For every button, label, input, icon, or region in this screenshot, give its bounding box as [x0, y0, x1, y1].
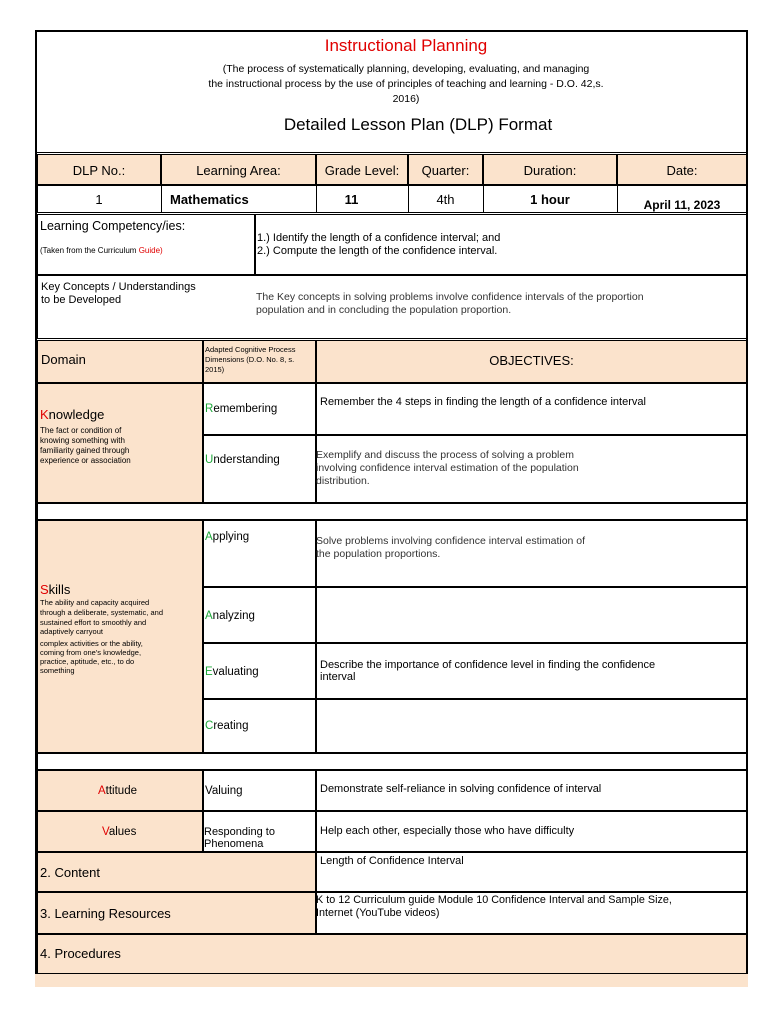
- page-title: Instructional Planning: [324, 36, 488, 55]
- remembering-objective: Remember the 4 steps in finding the length of a confidence interval: [320, 396, 646, 408]
- format-title: Detailed Lesson Plan (DLP) Format: [283, 115, 553, 134]
- quarter-label: Quarter:: [421, 163, 470, 178]
- header-divider: [36, 152, 748, 153]
- evaluating-objective-cell: [316, 643, 747, 699]
- understanding-process-cell: [203, 435, 316, 503]
- key-concepts-text-2: population and in concluding the population proportion.: [256, 304, 512, 316]
- spacer-row: [37, 753, 747, 770]
- resources-label: 3. Learning Resources: [40, 906, 171, 921]
- skills-heading: [40, 582, 70, 597]
- values-process-2: Phenomena: [204, 838, 264, 850]
- remembering-rest: emembering: [213, 403, 278, 415]
- understanding-rest: nderstanding: [213, 454, 280, 466]
- adapted-header-3: 2015): [205, 365, 225, 374]
- knowledge-initial: K: [40, 407, 49, 422]
- evaluating-objective-2: interval: [320, 671, 356, 683]
- skills-desc-7: practice, aptitude, etc., to do: [40, 657, 135, 666]
- content-text: Length of Confidence Interval: [320, 855, 464, 867]
- skills-desc-2: through a deliberate, systematic, and: [40, 608, 163, 617]
- analyzing-label: [205, 610, 255, 622]
- creating-label: [205, 720, 248, 732]
- domain-header: Domain: [41, 352, 86, 367]
- analyzing-initial: A: [205, 610, 213, 622]
- learning-area-label: Learning Area:: [196, 163, 281, 178]
- grade-level-label: Grade Level:: [324, 163, 400, 178]
- skills-desc-1: The ability and capacity acquired: [40, 598, 150, 607]
- applying-objective-1: Solve problems involving confidence interval estimation of: [316, 535, 586, 547]
- adapted-header-1: Adapted Cognitive Process: [205, 345, 296, 354]
- knowledge-desc-1: The fact or condition of: [40, 426, 122, 435]
- duration-value: 1 hour: [530, 192, 570, 207]
- competency-note-highlight: Guide): [138, 246, 163, 255]
- key-concepts-label-1: Key Concepts / Understandings: [41, 281, 196, 293]
- content-label: 2. Content: [40, 865, 100, 880]
- remembering-label: [205, 403, 277, 415]
- knowledge-desc-2: knowing something with: [40, 436, 125, 445]
- evaluating-label: [205, 666, 259, 678]
- objectives-header: OBJECTIVES:: [489, 353, 574, 368]
- attitude-initial: A: [98, 785, 106, 797]
- skills-rest: kills: [48, 582, 71, 597]
- skills-desc-3: sustained effort to smoothly and: [40, 618, 147, 627]
- key-concepts-label-2: to be Developed: [41, 294, 122, 306]
- grade-level-value: 11: [344, 192, 359, 207]
- evaluating-rest: valuating: [212, 666, 259, 678]
- dlp-no-value: 1: [95, 192, 103, 207]
- values-objective: Help each other, especially those who have difficulty: [320, 825, 575, 837]
- resources-text-1: K to 12 Curriculum guide Module 10 Confidence Interval and Sample Size,: [316, 894, 672, 906]
- evaluating-objective-1: Describe the importance of confidence level in finding the confidence: [320, 659, 656, 671]
- competency-note: [40, 246, 163, 256]
- understanding-objective-1: Exemplify and discuss the process of solving a problem: [316, 449, 574, 461]
- learning-area-value: Mathematics: [170, 192, 249, 207]
- competency-note-prefix: (Taken from the Curriculum: [40, 246, 139, 255]
- attitude-objective: Demonstrate self-reliance in solving confidence of interval: [320, 783, 602, 795]
- understanding-initial: U: [205, 454, 214, 466]
- competency-line-2: 2.) Compute the length of the confidence interval.: [257, 245, 498, 257]
- attitude-process: Valuing: [205, 785, 243, 797]
- procedures-label: 4. Procedures: [40, 946, 121, 961]
- knowledge-heading: [40, 407, 104, 422]
- dlp-no-label: DLP No.:: [72, 163, 126, 178]
- applying-rest: pplying: [212, 531, 250, 543]
- date-value: April 11, 2023: [643, 198, 721, 212]
- creating-rest: reating: [213, 720, 249, 732]
- skills-initial: S: [40, 582, 49, 597]
- adapted-header-2: Dimensions (D.O. No. 8, s.: [205, 355, 295, 364]
- subtitle-line-1: (The process of systematically planning, developing, evaluating, and managing: [222, 63, 590, 75]
- date-label: Date:: [666, 163, 698, 178]
- knowledge-rest: nowledge: [48, 407, 105, 422]
- subtitle-line-2: the instructional process by the use of principles of teaching and learning - D.O. 42,s.: [208, 78, 604, 90]
- applying-objective-2: the population proportions.: [316, 548, 441, 560]
- key-concepts-text-1: The Key concepts in solving problems involve confidence intervals of the proportion: [256, 291, 644, 303]
- values-process-1: Responding to: [204, 826, 275, 838]
- understanding-objective-2: involving confidence interval estimation of the population: [316, 462, 579, 474]
- skills-desc-4: adaptively carryout: [40, 627, 103, 636]
- knowledge-desc-3: familiarity gained through: [40, 446, 130, 455]
- applying-label: [205, 531, 249, 543]
- values-rest: alues: [108, 826, 137, 838]
- quarter-value: 4th: [436, 192, 455, 207]
- values-heading: [102, 826, 136, 838]
- skills-desc-6: coming from one's knowledge,: [40, 648, 142, 657]
- values-initial: V: [102, 826, 109, 838]
- knowledge-desc-4: experience or association: [40, 456, 131, 465]
- info-value-divider: [161, 185, 162, 213]
- remembering-initial: R: [205, 403, 214, 415]
- spacer-row: [37, 503, 747, 520]
- procedures-cell: [37, 934, 747, 974]
- competency-line-1: 1.) Identify the length of a confidence interval; and: [257, 232, 501, 244]
- evaluating-initial: E: [205, 666, 213, 678]
- creating-initial: C: [205, 720, 214, 732]
- remembering-objective-cell: [316, 383, 747, 435]
- analyzing-objective-cell: [316, 587, 747, 643]
- attitude-rest: ttitude: [105, 785, 137, 797]
- procedures-footer-band: [35, 974, 748, 987]
- skills-desc-8: something: [40, 666, 75, 675]
- skills-desc-5: complex activities or the ability,: [40, 639, 143, 648]
- competency-label: Learning Competency/ies:: [40, 219, 186, 233]
- understanding-objective-3: distribution.: [316, 475, 370, 487]
- attitude-heading: [98, 785, 137, 797]
- analyzing-rest: nalyzing: [212, 610, 255, 622]
- resources-text-2: Internet (YouTube videos): [316, 907, 440, 919]
- creating-objective-cell: [316, 699, 747, 753]
- applying-initial: A: [205, 531, 213, 543]
- duration-label: Duration:: [523, 163, 577, 178]
- subtitle-line-3: 2016): [392, 93, 420, 105]
- understanding-label: [205, 454, 280, 466]
